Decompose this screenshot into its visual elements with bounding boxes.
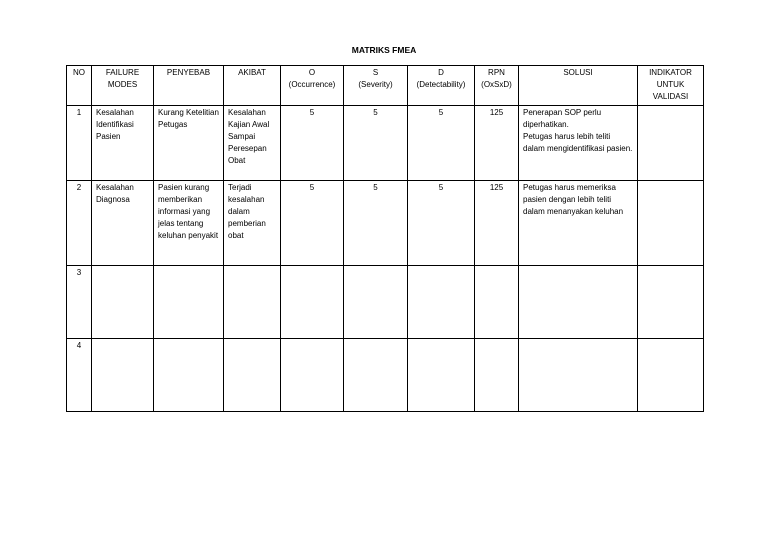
header-indikator: INDIKATOR UNTUK VALIDASI [638, 66, 704, 106]
cell-penyebab [154, 265, 224, 338]
cell-penyebab: Pasien kurang memberikan informasi yang jelas tentang keluhan penyakit [154, 180, 224, 265]
header-akibat: AKIBAT [224, 66, 281, 106]
cell-severity: 5 [344, 105, 408, 180]
header-detectability: D (Detectability) [408, 66, 475, 106]
table-row [67, 105, 704, 180]
cell-no: 4 [67, 338, 92, 411]
table-row [67, 338, 704, 411]
table-row [67, 265, 704, 338]
header-severity: S (Severity) [344, 66, 408, 106]
fmea-matrix-table [66, 65, 704, 412]
cell-solusi: Penerapan SOP perlu diperhatikan. Petugas harus lebih teliti dalam mengidentifikasi pasien. [519, 105, 638, 180]
cell-penyebab: Kurang Ketelitian Petugas [154, 105, 224, 180]
cell-no: 3 [67, 265, 92, 338]
cell-detectability: 5 [408, 105, 475, 180]
cell-no: 1 [67, 105, 92, 180]
document-title: MATRIKS FMEA [351, 45, 417, 55]
header-failure-modes: FAILURE MODES [92, 66, 154, 106]
cell-severity [344, 265, 408, 338]
cell-rpn [475, 338, 519, 411]
cell-detectability [408, 338, 475, 411]
cell-occurrence: 5 [281, 180, 344, 265]
cell-failure-mode: Kesalahan Diagnosa [92, 180, 154, 265]
cell-solusi [519, 265, 638, 338]
cell-detectability [408, 265, 475, 338]
cell-rpn: 125 [475, 105, 519, 180]
cell-akibat: Terjadi kesalahan dalam pemberian obat [224, 180, 281, 265]
cell-occurrence [281, 338, 344, 411]
cell-akibat: Kesalahan Kajian Awal Sampai Peresepan Obat [224, 105, 281, 180]
cell-solusi [519, 338, 638, 411]
cell-failure-mode: Kesalahan Identifikasi Pasien [92, 105, 154, 180]
table-row [67, 180, 704, 265]
cell-indikator [638, 265, 704, 338]
cell-indikator [638, 105, 704, 180]
cell-rpn [475, 265, 519, 338]
header-no: NO [67, 66, 92, 106]
cell-no: 2 [67, 180, 92, 265]
header-penyebab: PENYEBAB [154, 66, 224, 106]
cell-occurrence: 5 [281, 105, 344, 180]
cell-rpn: 125 [475, 180, 519, 265]
cell-failure-mode [92, 338, 154, 411]
cell-akibat [224, 338, 281, 411]
cell-severity [344, 338, 408, 411]
cell-akibat [224, 265, 281, 338]
header-rpn: RPN (OxSxD) [475, 66, 519, 106]
cell-detectability: 5 [408, 180, 475, 265]
cell-failure-mode [92, 265, 154, 338]
header-row [67, 66, 704, 106]
cell-indikator [638, 180, 704, 265]
cell-occurrence [281, 265, 344, 338]
cell-penyebab [154, 338, 224, 411]
cell-solusi: Petugas harus memeriksa pasien dengan lebih teliti dalam menanyakan keluhan [519, 180, 638, 265]
header-occurrence: O (Occurrence) [281, 66, 344, 106]
header-solusi: SOLUSI [519, 66, 638, 106]
cell-indikator [638, 338, 704, 411]
cell-severity: 5 [344, 180, 408, 265]
